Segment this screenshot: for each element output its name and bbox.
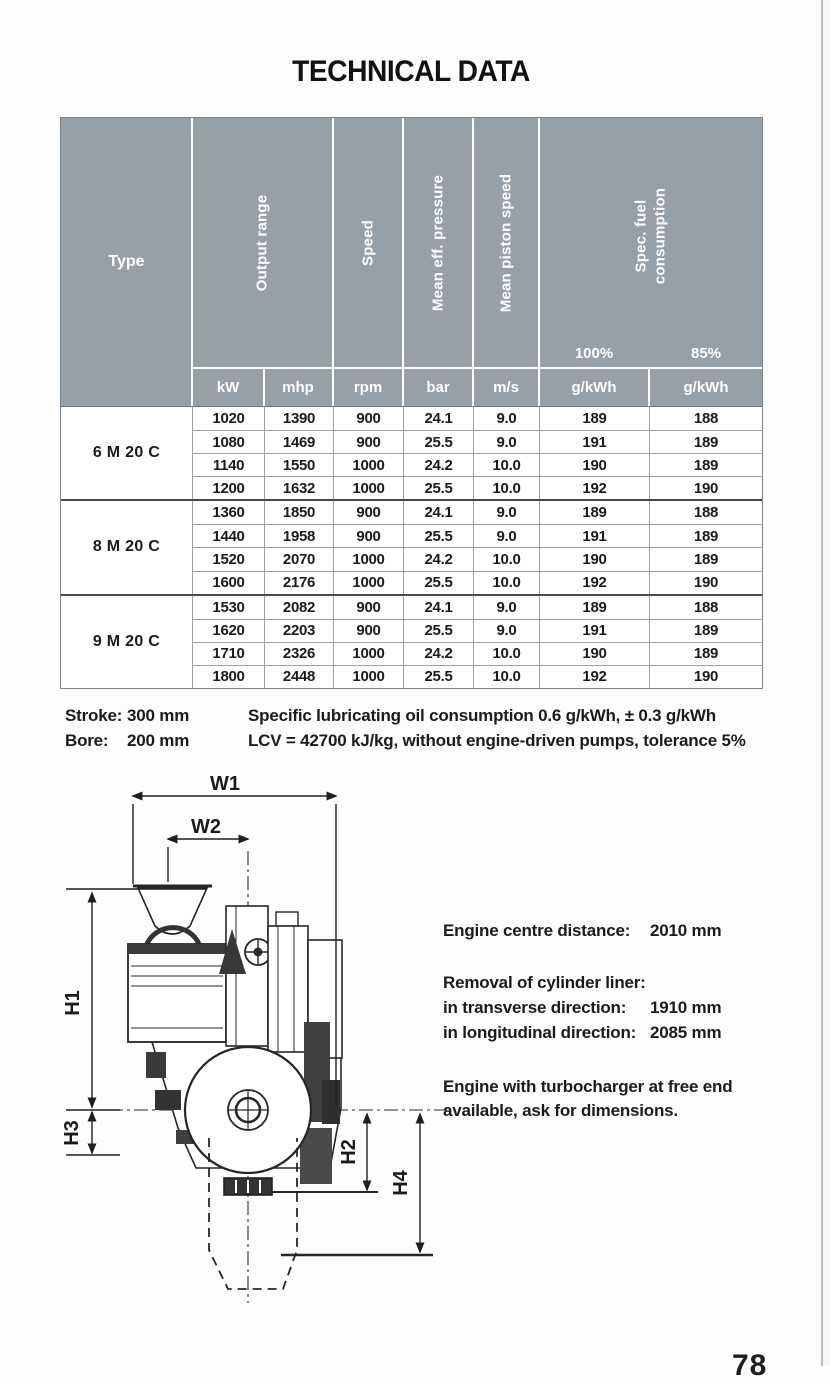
header-divider <box>192 367 762 369</box>
table-cell: 9.0 <box>473 619 539 642</box>
spec-fuel-line1: Spec. fuel <box>632 199 650 273</box>
longitudinal-label: in longitudinal direction: <box>443 1023 637 1042</box>
page-edge-line <box>821 0 823 1366</box>
longitudinal-row <box>443 1020 803 1045</box>
turbo-note-block <box>443 1075 803 1123</box>
turbo-note-line2: available, ask for dimensions. <box>443 1101 678 1120</box>
unit-ms: m/s <box>493 378 519 396</box>
table-cell: 189 <box>649 547 762 570</box>
load-85-label: 85% <box>690 344 722 362</box>
table-cell: 1800 <box>192 665 264 688</box>
table-cell: 1200 <box>192 476 264 499</box>
technical-data-table <box>60 117 763 689</box>
engine-group <box>61 499 762 593</box>
table-cell: 190 <box>539 453 649 476</box>
table-cell: 9.0 <box>473 501 539 524</box>
table-cell: 2070 <box>264 547 333 570</box>
table-cell: 900 <box>333 619 403 642</box>
centre-distance-label: Engine centre distance: <box>443 921 631 940</box>
table-cell: 1000 <box>333 476 403 499</box>
transverse-row <box>443 995 803 1020</box>
unit-kw: kW <box>216 378 240 396</box>
engine-type-label: 9 M 20 C <box>92 632 161 650</box>
consumption-notes <box>248 703 746 753</box>
table-cell: 191 <box>539 619 649 642</box>
removal-title: Removal of cylinder liner: <box>443 973 646 992</box>
header-divider <box>472 118 474 406</box>
table-cell: 10.0 <box>473 665 539 688</box>
lcv-note: LCV = 42700 kJ/kg, without engine-driven pumps, tolerance 5% <box>248 731 746 750</box>
table-cell: 1000 <box>333 571 403 594</box>
table-cell: 10.0 <box>473 547 539 570</box>
table-cell: 25.5 <box>403 571 473 594</box>
unit-rpm: rpm <box>353 378 383 396</box>
centre-distance-value: 2010 mm <box>650 921 722 940</box>
header-divider <box>402 118 404 406</box>
table-header <box>61 118 762 406</box>
stroke-row <box>65 703 189 728</box>
table-cell: 189 <box>649 430 762 453</box>
header-divider <box>648 367 650 406</box>
engine-drawing <box>60 772 455 1317</box>
table-cell: 9.0 <box>473 407 539 430</box>
page-edge-area <box>823 0 830 1366</box>
header-divider <box>332 118 334 406</box>
table-cell: 24.2 <box>403 547 473 570</box>
table-cell: 190 <box>649 665 762 688</box>
table-cell: 192 <box>539 665 649 688</box>
table-cell: 2326 <box>264 642 333 665</box>
table-cell: 24.1 <box>403 407 473 430</box>
table-cell: 1530 <box>192 596 264 619</box>
table-cell: 900 <box>333 501 403 524</box>
table-cell: 190 <box>539 642 649 665</box>
unit-gkwh-100: g/kWh <box>571 378 617 396</box>
engine-type-label: 6 M 20 C <box>92 444 161 462</box>
table-cell: 24.2 <box>403 453 473 476</box>
table-cell: 9.0 <box>473 596 539 619</box>
table-cell: 1958 <box>264 524 333 547</box>
table-cell: 189 <box>539 501 649 524</box>
table-cell: 2203 <box>264 619 333 642</box>
table-cell: 189 <box>539 596 649 619</box>
table-cell: 1140 <box>192 453 264 476</box>
engine-group <box>61 407 762 499</box>
table-cell: 1469 <box>264 430 333 453</box>
header-divider <box>538 118 540 406</box>
table-cell: 190 <box>539 547 649 570</box>
table-cell: 24.1 <box>403 596 473 619</box>
table-cell: 188 <box>649 407 762 430</box>
stroke-label: Stroke: <box>65 705 123 725</box>
column-header-spec-fuel <box>632 188 670 284</box>
table-cell: 191 <box>539 430 649 453</box>
dim-label-h4: H4 <box>390 1170 412 1196</box>
table-cell: 24.2 <box>403 642 473 665</box>
engine-group <box>61 594 762 688</box>
column-header-mean-piston-speed: Mean piston speed <box>497 173 515 313</box>
table-cell: 25.5 <box>403 665 473 688</box>
table-cell: 900 <box>333 596 403 619</box>
unit-mhp: mhp <box>282 378 314 396</box>
table-cell: 189 <box>649 453 762 476</box>
table-rows <box>61 406 762 688</box>
header-divider <box>263 367 265 406</box>
column-header-speed: Speed <box>359 219 377 267</box>
table-cell: 1520 <box>192 547 264 570</box>
table-cell: 1620 <box>192 619 264 642</box>
longitudinal-value: 2085 mm <box>650 1023 722 1042</box>
engine-body <box>128 886 433 1289</box>
dim-label-h3: H3 <box>61 1120 83 1146</box>
table-cell: 9.0 <box>473 524 539 547</box>
stroke-bore-notes <box>65 703 189 753</box>
unit-bar: bar <box>426 378 450 396</box>
table-cell: 2176 <box>264 571 333 594</box>
unit-gkwh-85: g/kWh <box>683 378 729 396</box>
dim-label-h2: H2 <box>338 1139 360 1165</box>
table-cell: 10.0 <box>473 571 539 594</box>
table-cell: 192 <box>539 476 649 499</box>
table-cell: 900 <box>333 430 403 453</box>
stroke-value: 300 mm <box>127 705 190 725</box>
table-cell: 1000 <box>333 453 403 476</box>
table-cell: 10.0 <box>473 476 539 499</box>
table-cell: 10.0 <box>473 453 539 476</box>
table-cell: 1000 <box>333 642 403 665</box>
bore-value: 200 mm <box>127 730 190 750</box>
table-cell: 2082 <box>264 596 333 619</box>
table-cell: 1020 <box>192 407 264 430</box>
table-cell: 1440 <box>192 524 264 547</box>
table-cell: 190 <box>649 571 762 594</box>
table-cell: 1550 <box>264 453 333 476</box>
bore-row <box>65 728 189 753</box>
table-cell: 188 <box>649 596 762 619</box>
table-cell: 10.0 <box>473 642 539 665</box>
load-100-label: 100% <box>574 344 614 362</box>
table-cell: 192 <box>539 571 649 594</box>
table-cell: 25.5 <box>403 524 473 547</box>
transverse-label: in transverse direction: <box>443 998 627 1017</box>
table-cell: 1390 <box>264 407 333 430</box>
engine-type-label: 8 M 20 C <box>92 538 161 556</box>
lube-oil-note: Specific lubricating oil consumption 0.6 g/kWh, ± 0.3 g/kWh <box>248 706 716 725</box>
table-cell: 900 <box>333 407 403 430</box>
dim-label-h1: H1 <box>62 990 84 1016</box>
bore-label: Bore: <box>65 730 109 750</box>
table-cell: 900 <box>333 524 403 547</box>
centre-distance-row <box>443 918 803 943</box>
table-cell: 1000 <box>333 665 403 688</box>
table-cell: 25.5 <box>403 476 473 499</box>
table-cell: 2448 <box>264 665 333 688</box>
spec-fuel-line2: consumption <box>651 187 668 285</box>
table-cell: 1000 <box>333 547 403 570</box>
column-header-output-range: Output range <box>253 194 271 292</box>
table-cell: 190 <box>649 476 762 499</box>
transverse-value: 1910 mm <box>650 998 722 1017</box>
table-cell: 189 <box>649 524 762 547</box>
page-title: TECHNICAL DATA <box>292 55 530 88</box>
column-header-type: Type <box>108 253 145 270</box>
table-cell: 1600 <box>192 571 264 594</box>
table-cell: 189 <box>649 642 762 665</box>
table-cell: 25.5 <box>403 619 473 642</box>
dimension-specs <box>443 918 803 1123</box>
table-cell: 1850 <box>264 501 333 524</box>
page-number: 78 <box>732 1349 768 1382</box>
table-cell: 191 <box>539 524 649 547</box>
cylinder-liner-block <box>443 970 803 1045</box>
table-cell: 1360 <box>192 501 264 524</box>
table-cell: 1710 <box>192 642 264 665</box>
dim-label-w1: W1 <box>210 773 240 795</box>
turbo-note-line1: Engine with turbocharger at free end <box>443 1077 733 1096</box>
table-cell: 24.1 <box>403 501 473 524</box>
table-cell: 25.5 <box>403 430 473 453</box>
column-header-mean-eff-pressure: Mean eff. pressure <box>429 174 447 312</box>
dim-label-w2: W2 <box>191 816 221 838</box>
table-cell: 9.0 <box>473 430 539 453</box>
table-cell: 188 <box>649 501 762 524</box>
table-cell: 189 <box>649 619 762 642</box>
table-cell: 189 <box>539 407 649 430</box>
table-cell: 1632 <box>264 476 333 499</box>
table-cell: 1080 <box>192 430 264 453</box>
